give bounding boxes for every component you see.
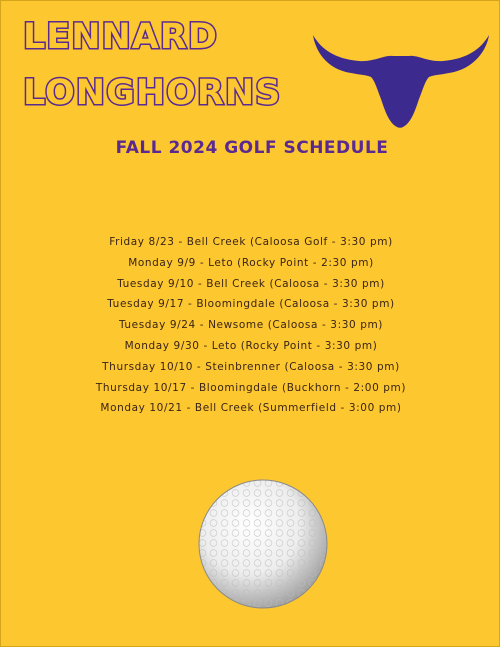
- golf-ball-icon: [197, 478, 329, 610]
- schedule-item: Tuesday 9/17 - Bloomingdale (Caloosa - 3:30 pm): [107, 298, 395, 311]
- schedule-item: Thursday 10/10 - Steinbrenner (Caloosa - 3:30 pm): [102, 360, 400, 373]
- schedule-item: Monday 9/9 - Leto (Rocky Point - 2:30 pm): [128, 256, 374, 269]
- schedule-list: [1, 232, 500, 419]
- title-line-1: LENNARD: [23, 17, 218, 57]
- schedule-item: Monday 10/21 - Bell Creek (Summerfield - 3:00 pm): [100, 402, 402, 415]
- schedule-item: Tuesday 9/24 - Newsome (Caloosa - 3:30 pm): [118, 319, 384, 332]
- schedule-item: Monday 9/30 - Leto (Rocky Point - 3:30 pm): [124, 339, 378, 352]
- longhorn-icon: [311, 25, 491, 135]
- schedule-item: Friday 8/23 - Bell Creek (Caloosa Golf - 3:30 pm): [109, 236, 393, 248]
- schedule-subtitle: FALL 2024 GOLF SCHEDULE: [115, 138, 389, 158]
- schedule-item: Tuesday 9/10 - Bell Creek (Caloosa - 3:30 pm): [117, 277, 385, 290]
- title-line-2: LONGHORNS: [23, 73, 282, 113]
- schedule-item: Thursday 10/17 - Bloomingdale (Buckhorn - 2:00 pm): [95, 381, 407, 394]
